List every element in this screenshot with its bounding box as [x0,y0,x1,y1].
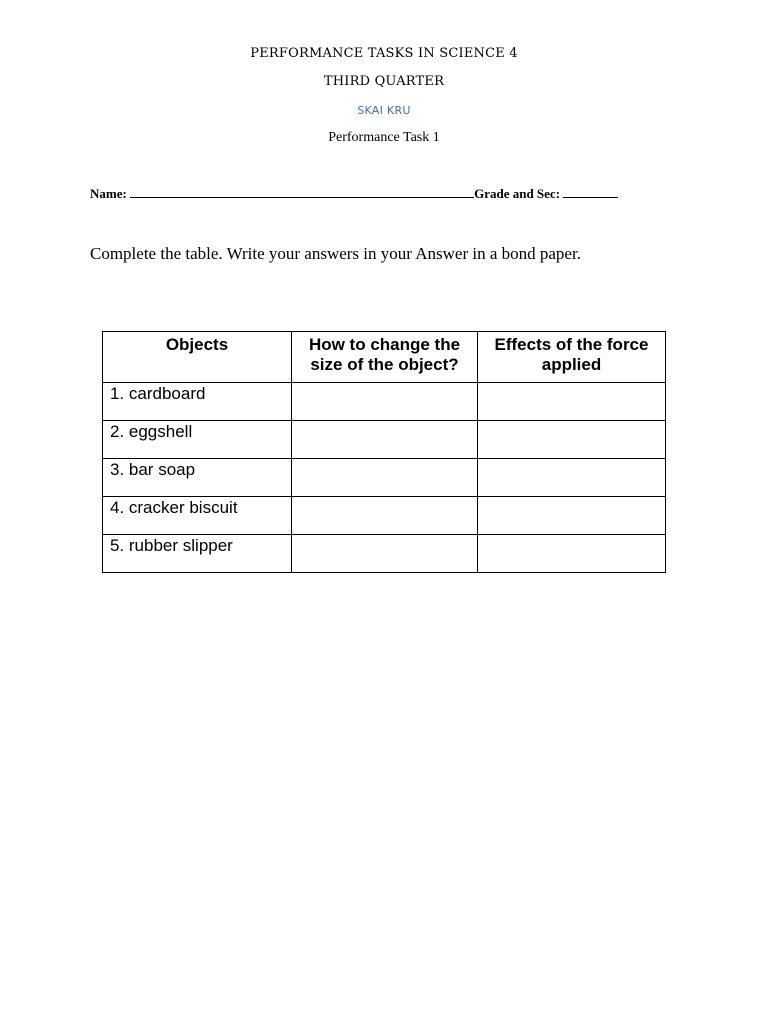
table-header-row [103,332,666,383]
table-row [103,459,666,497]
table-row [103,421,666,459]
header-how-to-change: How to change the size of the object? [292,332,478,383]
watermark-text: SKAI KRU [357,104,411,117]
name-blank[interactable] [130,186,474,198]
effect-cell[interactable] [478,421,666,459]
how-cell[interactable] [292,421,478,459]
how-cell[interactable] [292,497,478,535]
object-cell: 3. bar soap [103,459,292,497]
quarter-heading: THIRD QUARTER [323,74,445,89]
object-cell: 2. eggshell [103,421,292,459]
grade-label: Grade and Sec: [474,186,561,201]
header-objects: Objects [103,332,292,383]
answer-table [102,331,666,573]
table-row [103,383,666,421]
document-title: PERFORMANCE TASKS IN SCIENCE 4 [250,46,518,61]
how-cell[interactable] [292,383,478,421]
header-effects: Effects of the force applied [478,332,666,383]
task-heading: Performance Task 1 [328,130,440,145]
student-info-line [90,186,618,202]
effect-cell[interactable] [478,497,666,535]
name-label: Name: [90,186,127,201]
object-cell: 5. rubber slipper [103,535,292,573]
how-cell[interactable] [292,459,478,497]
effect-cell[interactable] [478,383,666,421]
effect-cell[interactable] [478,535,666,573]
object-cell: 4. cracker biscuit [103,497,292,535]
how-cell[interactable] [292,535,478,573]
instruction-text: Complete the table. Write your answers in your Answer in a bond paper. [90,244,581,263]
object-cell: 1. cardboard [103,383,292,421]
grade-blank[interactable] [563,186,618,198]
table-row [103,535,666,573]
effect-cell[interactable] [478,459,666,497]
table-row [103,497,666,535]
